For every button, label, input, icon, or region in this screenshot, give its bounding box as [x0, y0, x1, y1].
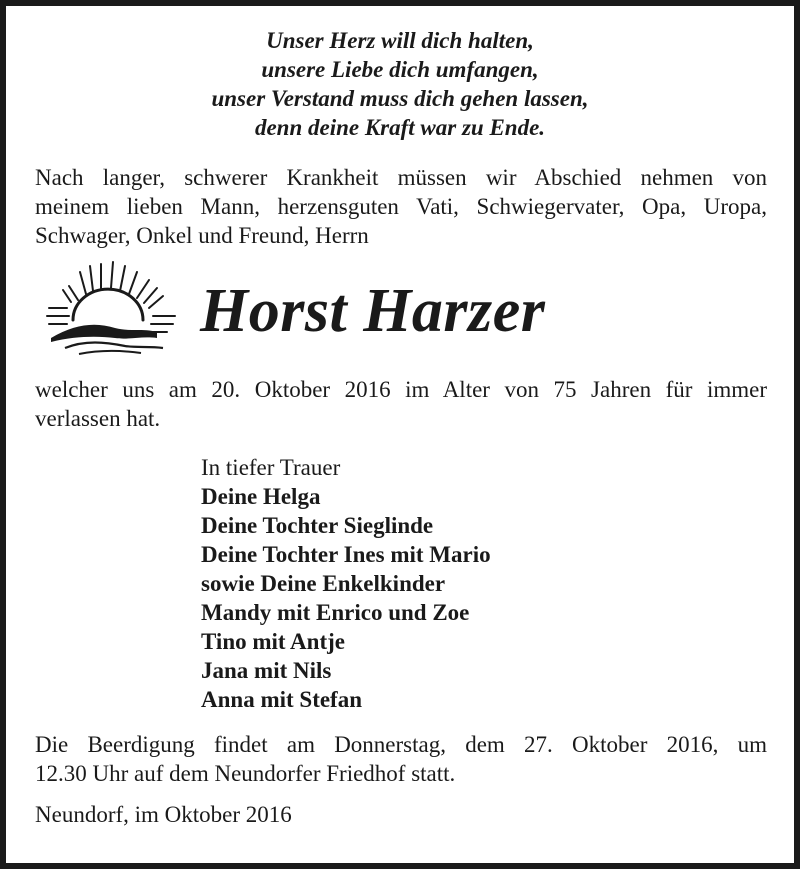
death-notice-line: verlassen hat.: [35, 406, 161, 431]
intro-paragraph: [35, 163, 767, 250]
death-notice-line: welcher uns am 20. Oktober 2016 im Alter von 75 Jahren für immer: [35, 377, 767, 402]
intro-line: meinem lieben Mann, herzensguten Vati, Schwiegervater, Opa, Uropa,: [35, 194, 767, 219]
place-date-text: Neundorf, im Oktober 2016: [35, 802, 292, 827]
mourner-name: Anna mit Stefan: [201, 687, 363, 712]
mourner-name: Jana mit Nils: [201, 658, 332, 683]
poem-line: Unser Herz will dich halten,: [266, 28, 534, 53]
poem-line: unsere Liebe dich umfangen,: [261, 57, 539, 82]
mourner-name: Deine Tochter Sieglinde: [201, 513, 434, 538]
mourner-name: Mandy mit Enrico und Zoe: [201, 600, 470, 625]
place-date: [35, 800, 767, 829]
poem: [6, 26, 794, 142]
deceased-name: Horst Harzer: [200, 277, 546, 345]
death-notice-paragraph: [35, 375, 767, 433]
funeral-line: 12.30 Uhr auf dem Neundorfer Friedhof statt.: [35, 761, 456, 786]
mourner-name: Deine Tochter Ines mit Mario: [201, 542, 491, 567]
deceased-header: [45, 258, 765, 358]
intro-line: Nach langer, schwerer Krankheit müssen wir Abschied nehmen von: [35, 165, 767, 190]
intro-line: Schwager, Onkel und Freund, Herrn: [35, 223, 369, 248]
mourner-name: Deine Helga: [201, 484, 321, 509]
mourners-list: [201, 453, 491, 714]
poem-line: denn deine Kraft war zu Ende.: [254, 115, 546, 140]
mourner-name: Tino mit Antje: [201, 629, 345, 654]
mourners-intro: In tiefer Trauer: [201, 455, 341, 480]
funeral-line: Die Beerdigung findet am Donnerstag, dem 27. Oktober 2016, um: [35, 732, 767, 757]
sun-over-hills-icon: [45, 258, 180, 358]
funeral-paragraph: [35, 730, 767, 788]
poem-line: unser Verstand muss dich gehen lassen,: [211, 86, 589, 111]
mourner-name: sowie Deine Enkelkinder: [201, 571, 446, 596]
